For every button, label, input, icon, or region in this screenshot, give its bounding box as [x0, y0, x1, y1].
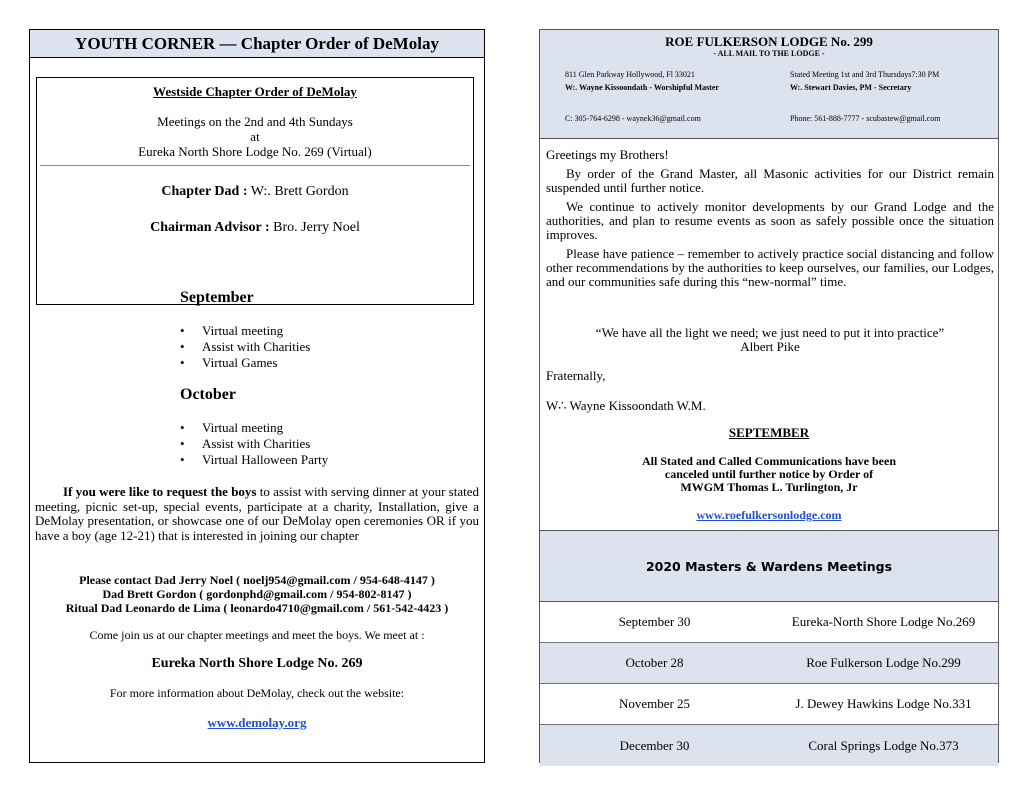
contact-list — [35, 573, 479, 615]
letter-paragraph: Please have patience – remember to actively practice social distancing and follow other recommendations by the authorities to keep ourselves, our families, our Lodges, and our communities safe during this “new-normal” time. — [546, 246, 994, 289]
secretary-contact: Phone: 561-888-7777 - scubastew@gmail.com — [790, 114, 941, 123]
greeting: Greetings my Brothers! — [546, 147, 669, 162]
signature: W∴ Wayne Kissoondath W.M. — [546, 398, 706, 413]
chapter-dad — [37, 184, 473, 200]
meetings-table — [540, 602, 998, 766]
lodge-name: ROE FULKERSON LODGE No. 299 — [665, 34, 873, 49]
chairman-advisor-value: Bro. Jerry Noel — [273, 220, 360, 235]
letter-paragraph: By order of the Grand Master, all Masonic activities for our District remain suspended until further notice. — [546, 166, 994, 195]
chairman-advisor-label: Chairman Advisor : — [150, 220, 270, 235]
meeting-date: December 30 — [619, 737, 690, 753]
notice-line: All Stated and Called Communications have been — [641, 454, 897, 468]
meeting-lodge: Coral Springs Lodge No.373 — [808, 737, 959, 753]
meeting-lodge: Eureka-North Shore Lodge No.269 — [791, 614, 976, 629]
list-item: • Virtual meeting — [178, 323, 310, 339]
lodge-header — [540, 30, 998, 139]
table-row — [540, 725, 998, 766]
table-row — [540, 643, 998, 684]
contact-line: Dad Brett Gordon ( gordonphd@gmail.com / 954-802-8147 ) — [102, 587, 412, 601]
meeting-schedule — [37, 114, 473, 159]
letter-paragraph: We continue to actively monitor developments by our Grand Lodge and the authorities, and plan to resume events as soon as safely possible once the situation improves. — [546, 199, 994, 242]
october-list — [178, 420, 328, 468]
worshipful-master: W:. Wayne Kissoondath - Worshipful Master — [565, 83, 719, 92]
meeting-lodge: Roe Fulkerson Lodge No.299 — [806, 655, 961, 670]
chapter-dad-value: W:. Brett Gordon — [250, 184, 349, 199]
lodge-website-link[interactable]: www.roefulkersonlodge.com — [696, 508, 842, 522]
meeting-lodge-name: Eureka North Shore Lodge No. 269 — [151, 656, 363, 671]
chairman-advisor — [37, 220, 473, 236]
list-item: • Assist with Charities — [178, 436, 328, 452]
meeting-line-3: Eureka North Shore Lodge No. 269 (Virtual) — [138, 144, 372, 159]
quote-text: “We have all the light we need; we just need to put it into practice” — [595, 325, 945, 340]
quote-author: Albert Pike — [740, 339, 800, 354]
september-list — [178, 323, 310, 371]
list-item: • Virtual Halloween Party — [178, 452, 328, 468]
youth-corner-page — [29, 29, 485, 763]
list-item: • Virtual meeting — [178, 420, 328, 436]
september-heading: September — [180, 289, 254, 306]
request-lead: If you were like to request the boys — [63, 484, 257, 499]
meeting-line-2: at — [250, 129, 260, 144]
request-body: to assist with serving dinner at your stated meeting, picnic set-up, special events, participate at a charity, Installation, give a DeMolay presentation, or showcase one of our DeMolay open ceremonies OR if you have a boy (age 12-21) that is interested in joining our chapter — [35, 484, 479, 543]
notice-line: canceled until further notice by Order of — [664, 467, 874, 481]
letter-body — [546, 148, 994, 294]
join-text: Come join us at our chapter meetings and meet the boys. We meet at : — [89, 628, 425, 642]
quote-block — [546, 326, 994, 354]
stated-meeting: Stated Meeting 1st and 3rd Thursdays7:30 PM — [790, 70, 940, 79]
request-paragraph — [35, 485, 479, 543]
list-item: • Virtual Games — [178, 355, 310, 371]
meeting-line-1: Meetings on the 2nd and 4th Sundays — [157, 114, 353, 129]
closing: Fraternally, — [546, 368, 606, 383]
list-item: • Assist with Charities — [178, 339, 310, 355]
chapter-info-box — [36, 77, 474, 305]
more-info-text: For more information about DeMolay, check out the website: — [109, 686, 405, 700]
contact-line: Ritual Dad Leonardo de Lima ( leonardo4710@gmail.com / 561-542-4423 ) — [65, 601, 449, 615]
mail-note: - ALL MAIL TO THE LODGE - — [713, 49, 825, 58]
youth-corner-header: YOUTH CORNER — Chapter Order of DeMolay — [30, 30, 484, 58]
meeting-date: September 30 — [618, 614, 691, 629]
meeting-date: October 28 — [625, 655, 684, 670]
october-heading: October — [180, 386, 236, 403]
lodge-address: 811 Glen Parkway Hollywood, Fl 33021 — [565, 70, 695, 79]
meeting-date: November 25 — [618, 696, 691, 711]
notice-line: MWGM Thomas L. Turlington, Jr — [680, 480, 858, 494]
chapter-name: Westside Chapter Order of DeMolay — [153, 84, 357, 99]
september-heading: SEPTEMBER — [728, 425, 810, 440]
table-row — [540, 602, 998, 643]
cancellation-notice — [540, 455, 998, 494]
secretary: W:. Stewart Davies, PM - Secretary — [790, 83, 912, 92]
meetings-title: 2020 Masters & Wardens Meetings — [540, 530, 998, 602]
contact-line: Please contact Dad Jerry Noel ( noelj954@gmail.com / 954-648-4147 ) — [79, 573, 435, 587]
lodge-page — [539, 29, 999, 763]
demolay-website-link[interactable]: www.demolay.org — [207, 715, 307, 730]
meeting-lodge: J. Dewey Hawkins Lodge No.331 — [795, 696, 972, 711]
wm-contact: C: 305-764-6298 - waynek36@gmail.com — [565, 114, 701, 123]
table-row — [540, 684, 998, 725]
divider — [40, 165, 470, 166]
chapter-dad-label: Chapter Dad : — [161, 184, 248, 199]
